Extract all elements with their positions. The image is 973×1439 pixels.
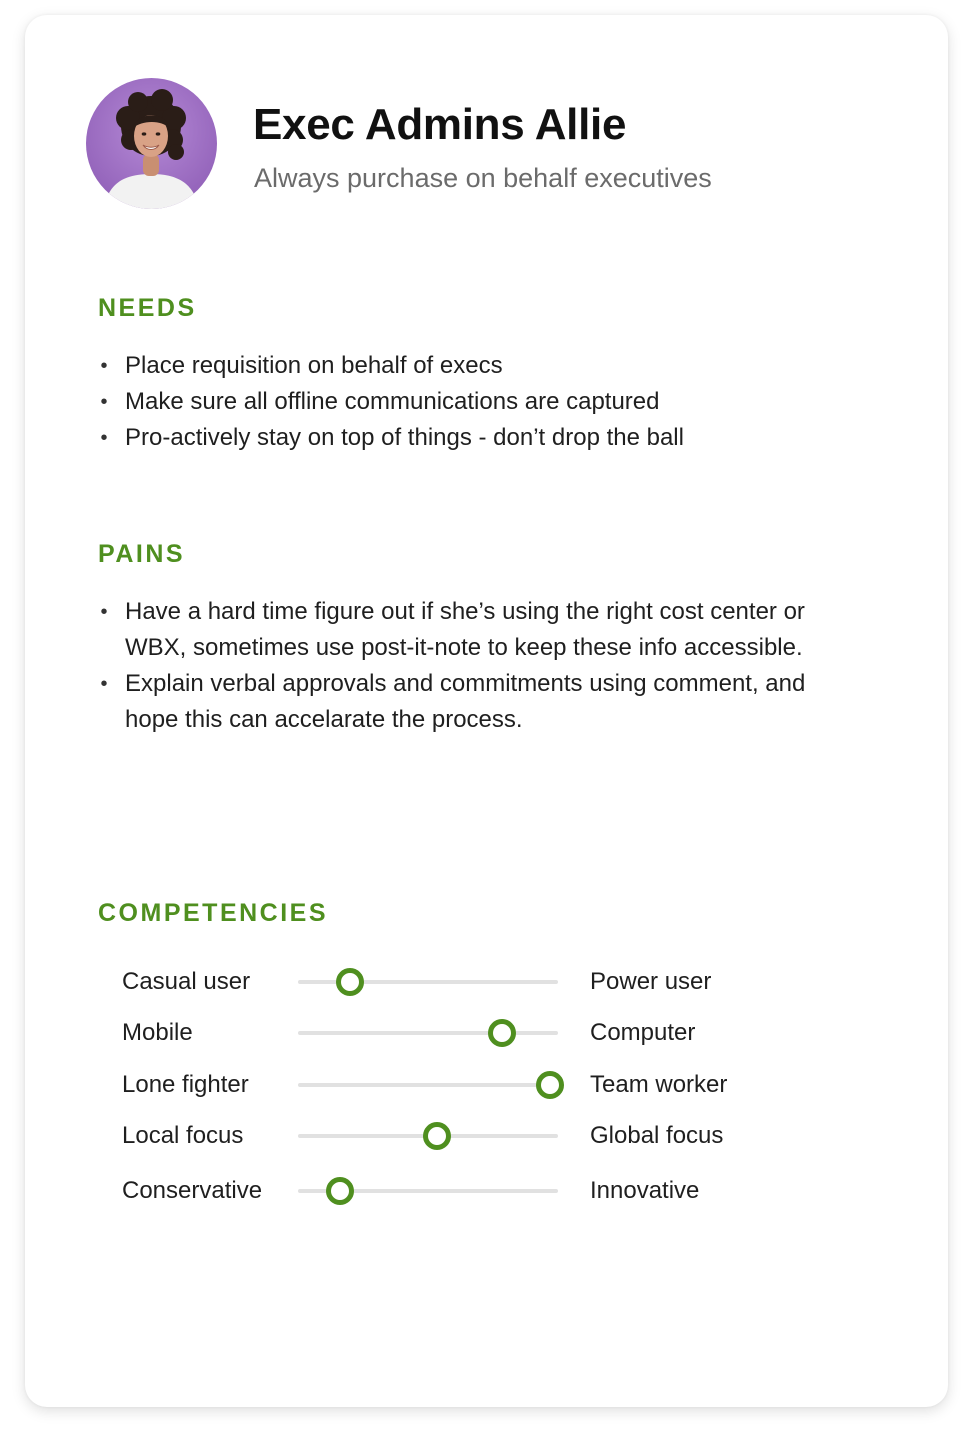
competency-slider-knob[interactable] <box>536 1071 564 1099</box>
list-item <box>98 666 843 738</box>
competency-slider-track <box>298 1031 558 1035</box>
competency-left-label: Lone fighter <box>122 1071 249 1098</box>
competency-left-label: Local focus <box>122 1122 244 1149</box>
competency-right-label: Computer <box>590 1019 696 1046</box>
competency-right-label: Team worker <box>590 1071 728 1098</box>
pains-heading: PAINS <box>98 540 186 568</box>
competency-row <box>0 1171 923 1211</box>
list-item <box>98 420 858 456</box>
competency-slider-knob[interactable] <box>488 1019 516 1047</box>
competency-left-label: Conservative <box>122 1177 263 1204</box>
bullet-icon: • <box>100 427 108 449</box>
competency-left-label: Mobile <box>122 1019 193 1046</box>
list-item <box>98 594 843 666</box>
persona-name: Exec Admins Allie <box>253 100 627 149</box>
bullet-icon: • <box>100 601 108 623</box>
list-item <box>98 348 858 384</box>
competencies-heading: COMPETENCIES <box>98 899 329 927</box>
competency-slider-track <box>298 1134 558 1138</box>
competency-slider-track <box>298 1189 558 1193</box>
need-text: Make sure all offline communications are captured <box>125 388 660 415</box>
bullet-icon: • <box>100 673 108 695</box>
competency-right-label: Innovative <box>590 1177 700 1204</box>
competency-slider-knob[interactable] <box>336 968 364 996</box>
competency-row <box>0 1065 923 1105</box>
list-item <box>98 384 858 420</box>
avatar <box>86 78 217 209</box>
pain-text: Explain verbal approvals and commitments using comment, and hope this can accelarate the process. <box>125 670 806 733</box>
need-text: Place requisition on behalf of execs <box>125 352 503 379</box>
competency-slider-knob[interactable] <box>423 1122 451 1150</box>
competency-row <box>0 1013 923 1053</box>
competency-right-label: Power user <box>590 968 712 995</box>
need-text: Pro-actively stay on top of things - don’t drop the ball <box>125 424 684 451</box>
pain-text: Have a hard time figure out if she’s using the right cost center or WBX, sometimes use post-it-note to keep these info accessible. <box>125 598 805 661</box>
avatar-portrait-image <box>86 78 217 209</box>
needs-list <box>98 348 858 456</box>
bullet-icon: • <box>100 355 108 377</box>
competency-row <box>0 1116 923 1156</box>
competency-slider-track <box>298 980 558 984</box>
competency-right-label: Global focus <box>590 1122 724 1149</box>
persona-tagline: Always purchase on behalf executives <box>254 163 712 193</box>
bullet-icon: • <box>100 391 108 413</box>
competency-row <box>0 962 923 1002</box>
competency-slider-track <box>298 1083 558 1087</box>
pains-list <box>98 594 843 738</box>
competency-slider-knob[interactable] <box>326 1177 354 1205</box>
needs-heading: NEEDS <box>98 294 197 322</box>
competency-left-label: Casual user <box>122 968 251 995</box>
